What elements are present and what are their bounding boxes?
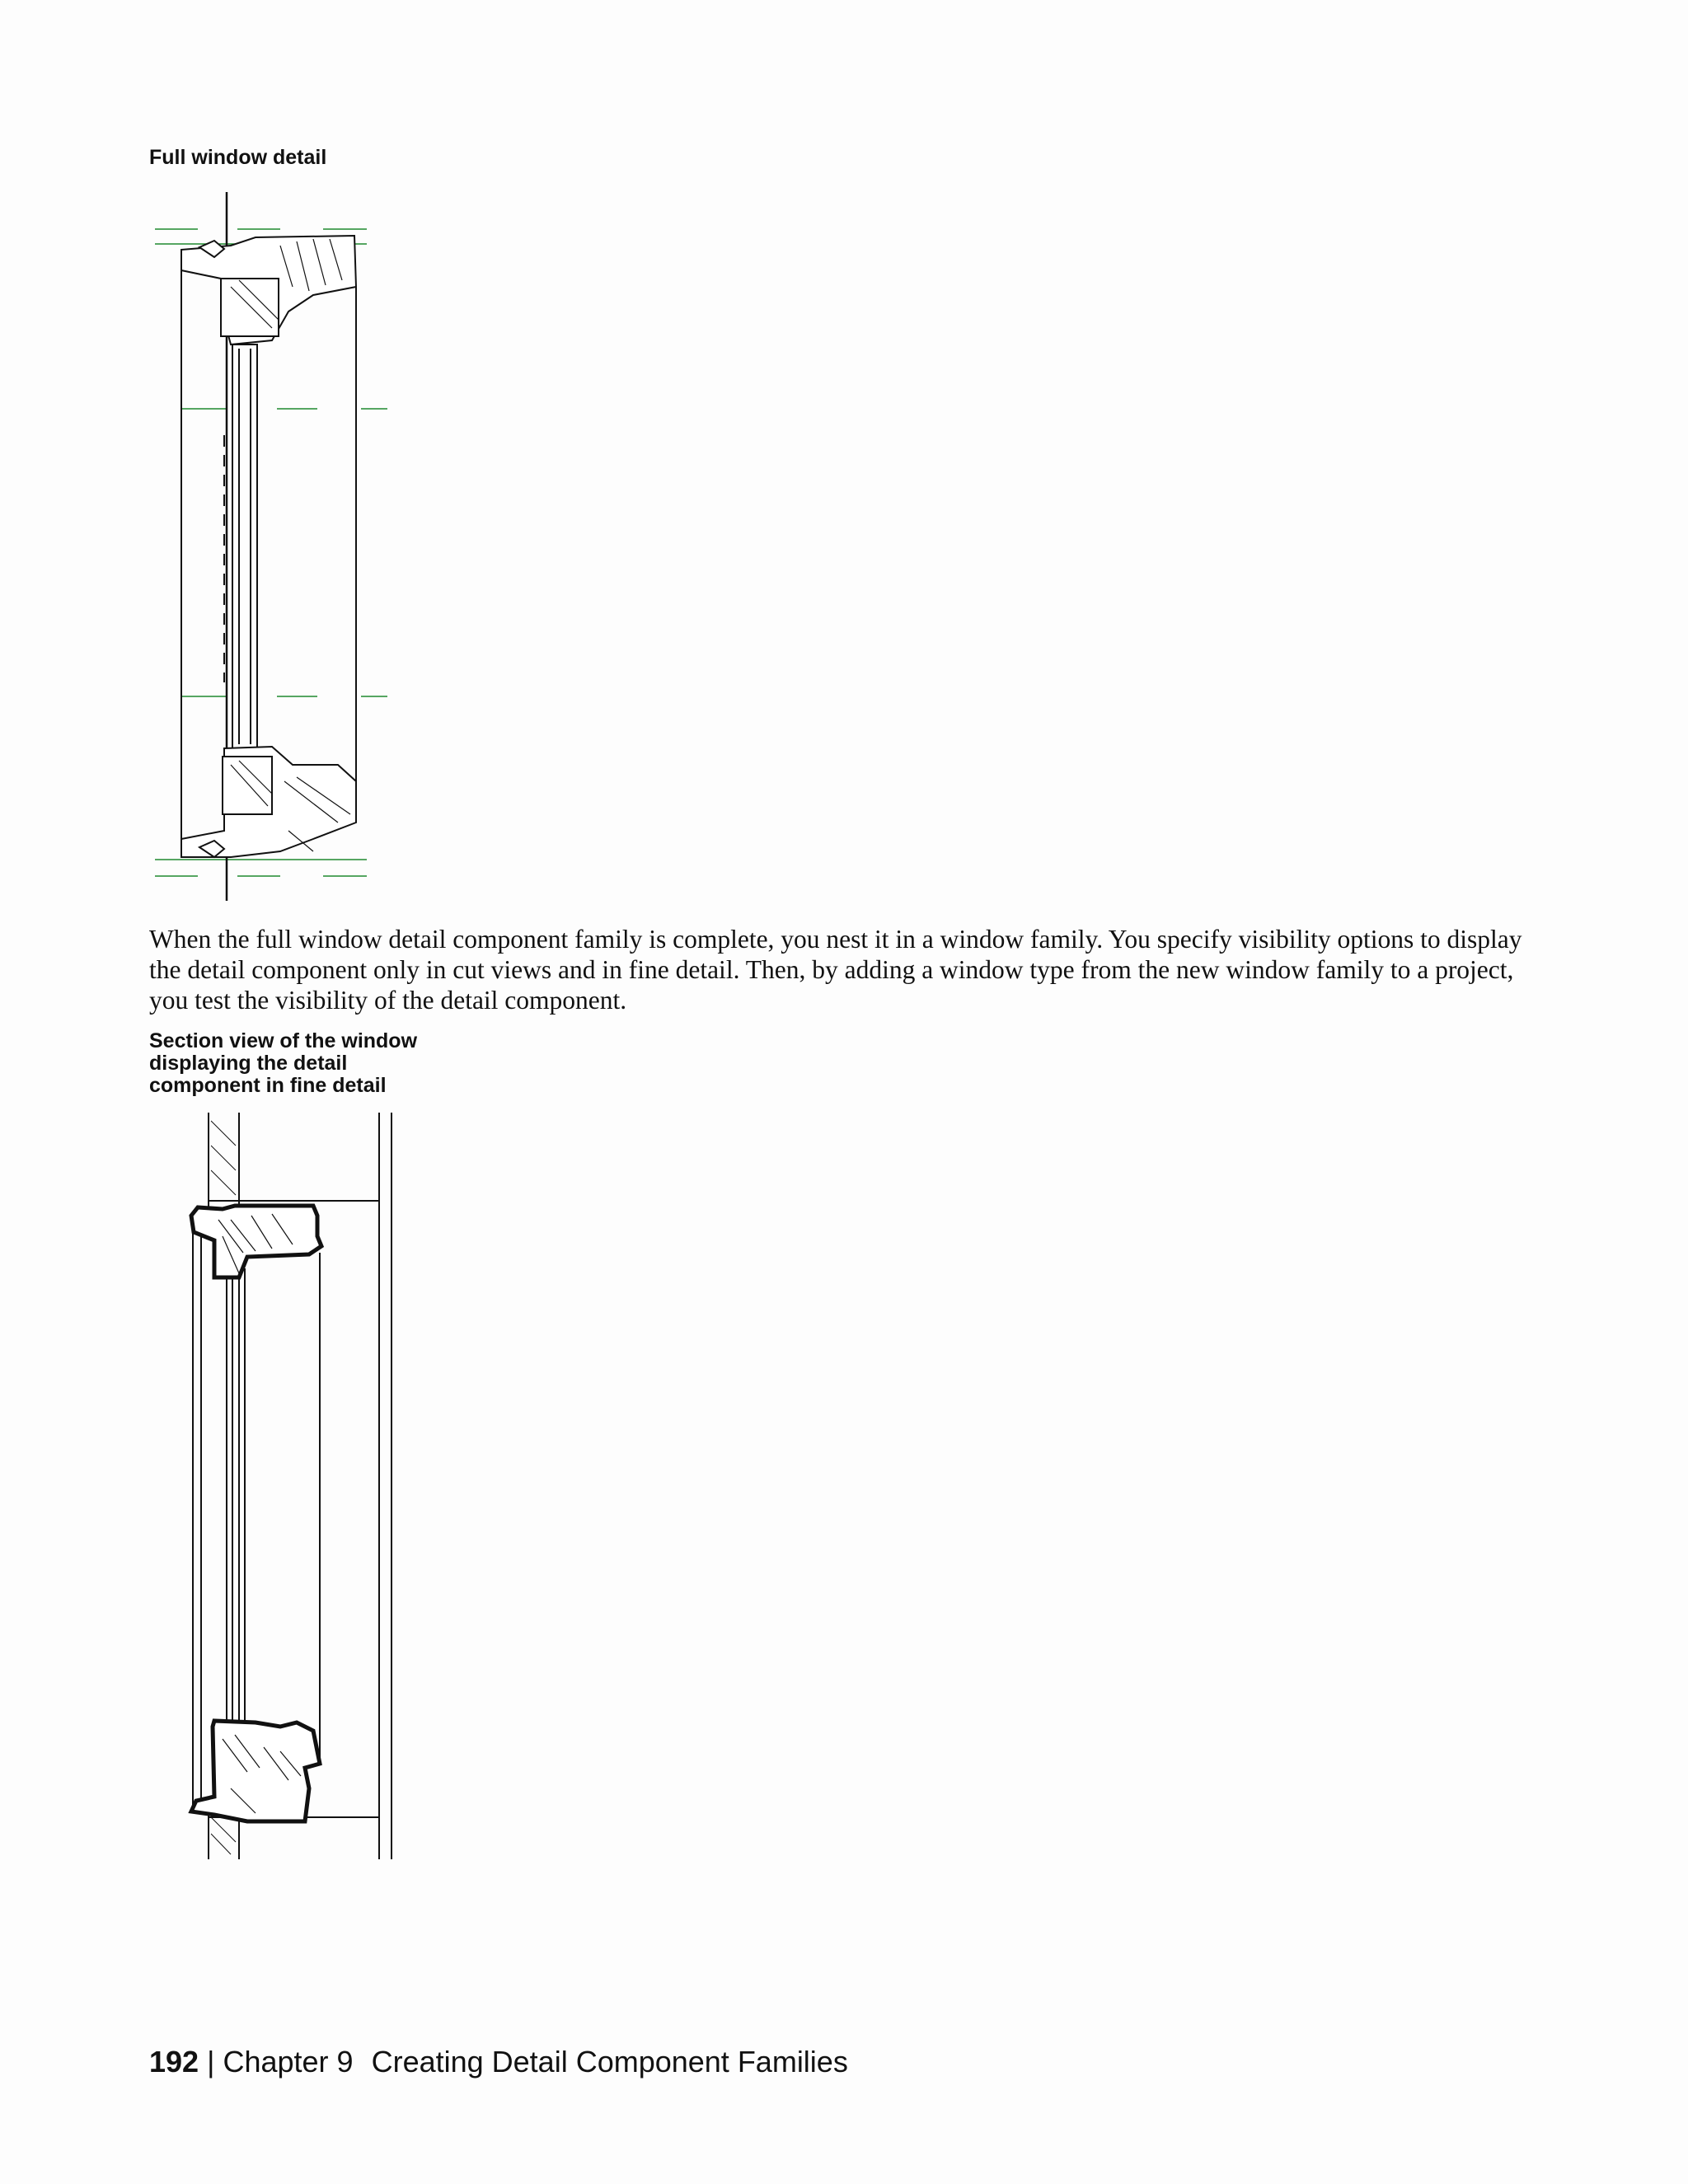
page-number: 192 [149, 2045, 199, 2079]
page-footer [149, 2045, 848, 2079]
body-paragraph: When the full window detail component family is complete, you nest it in a window family. You specify visibility options to display the detail component only in cut views and in fine detail. Then, by adding a window type from the new window family to a project, you test the visibility of the detail component. [149, 925, 1522, 1015]
figure-caption-section-view: Section view of the window displaying the detail component in fine detail [149, 1029, 418, 1097]
footer-chapter: Chapter 9 [223, 2045, 354, 2079]
footer-separator: | [207, 2045, 215, 2079]
section-outline [181, 192, 356, 901]
detail-component-outline [191, 1206, 321, 1821]
full-window-detail-drawing [148, 188, 396, 905]
figure-caption-full-window-detail: Full window detail [149, 146, 327, 169]
footer-chapter-title: Creating Detail Component Families [371, 2045, 848, 2079]
section-view-drawing [181, 1113, 404, 1859]
